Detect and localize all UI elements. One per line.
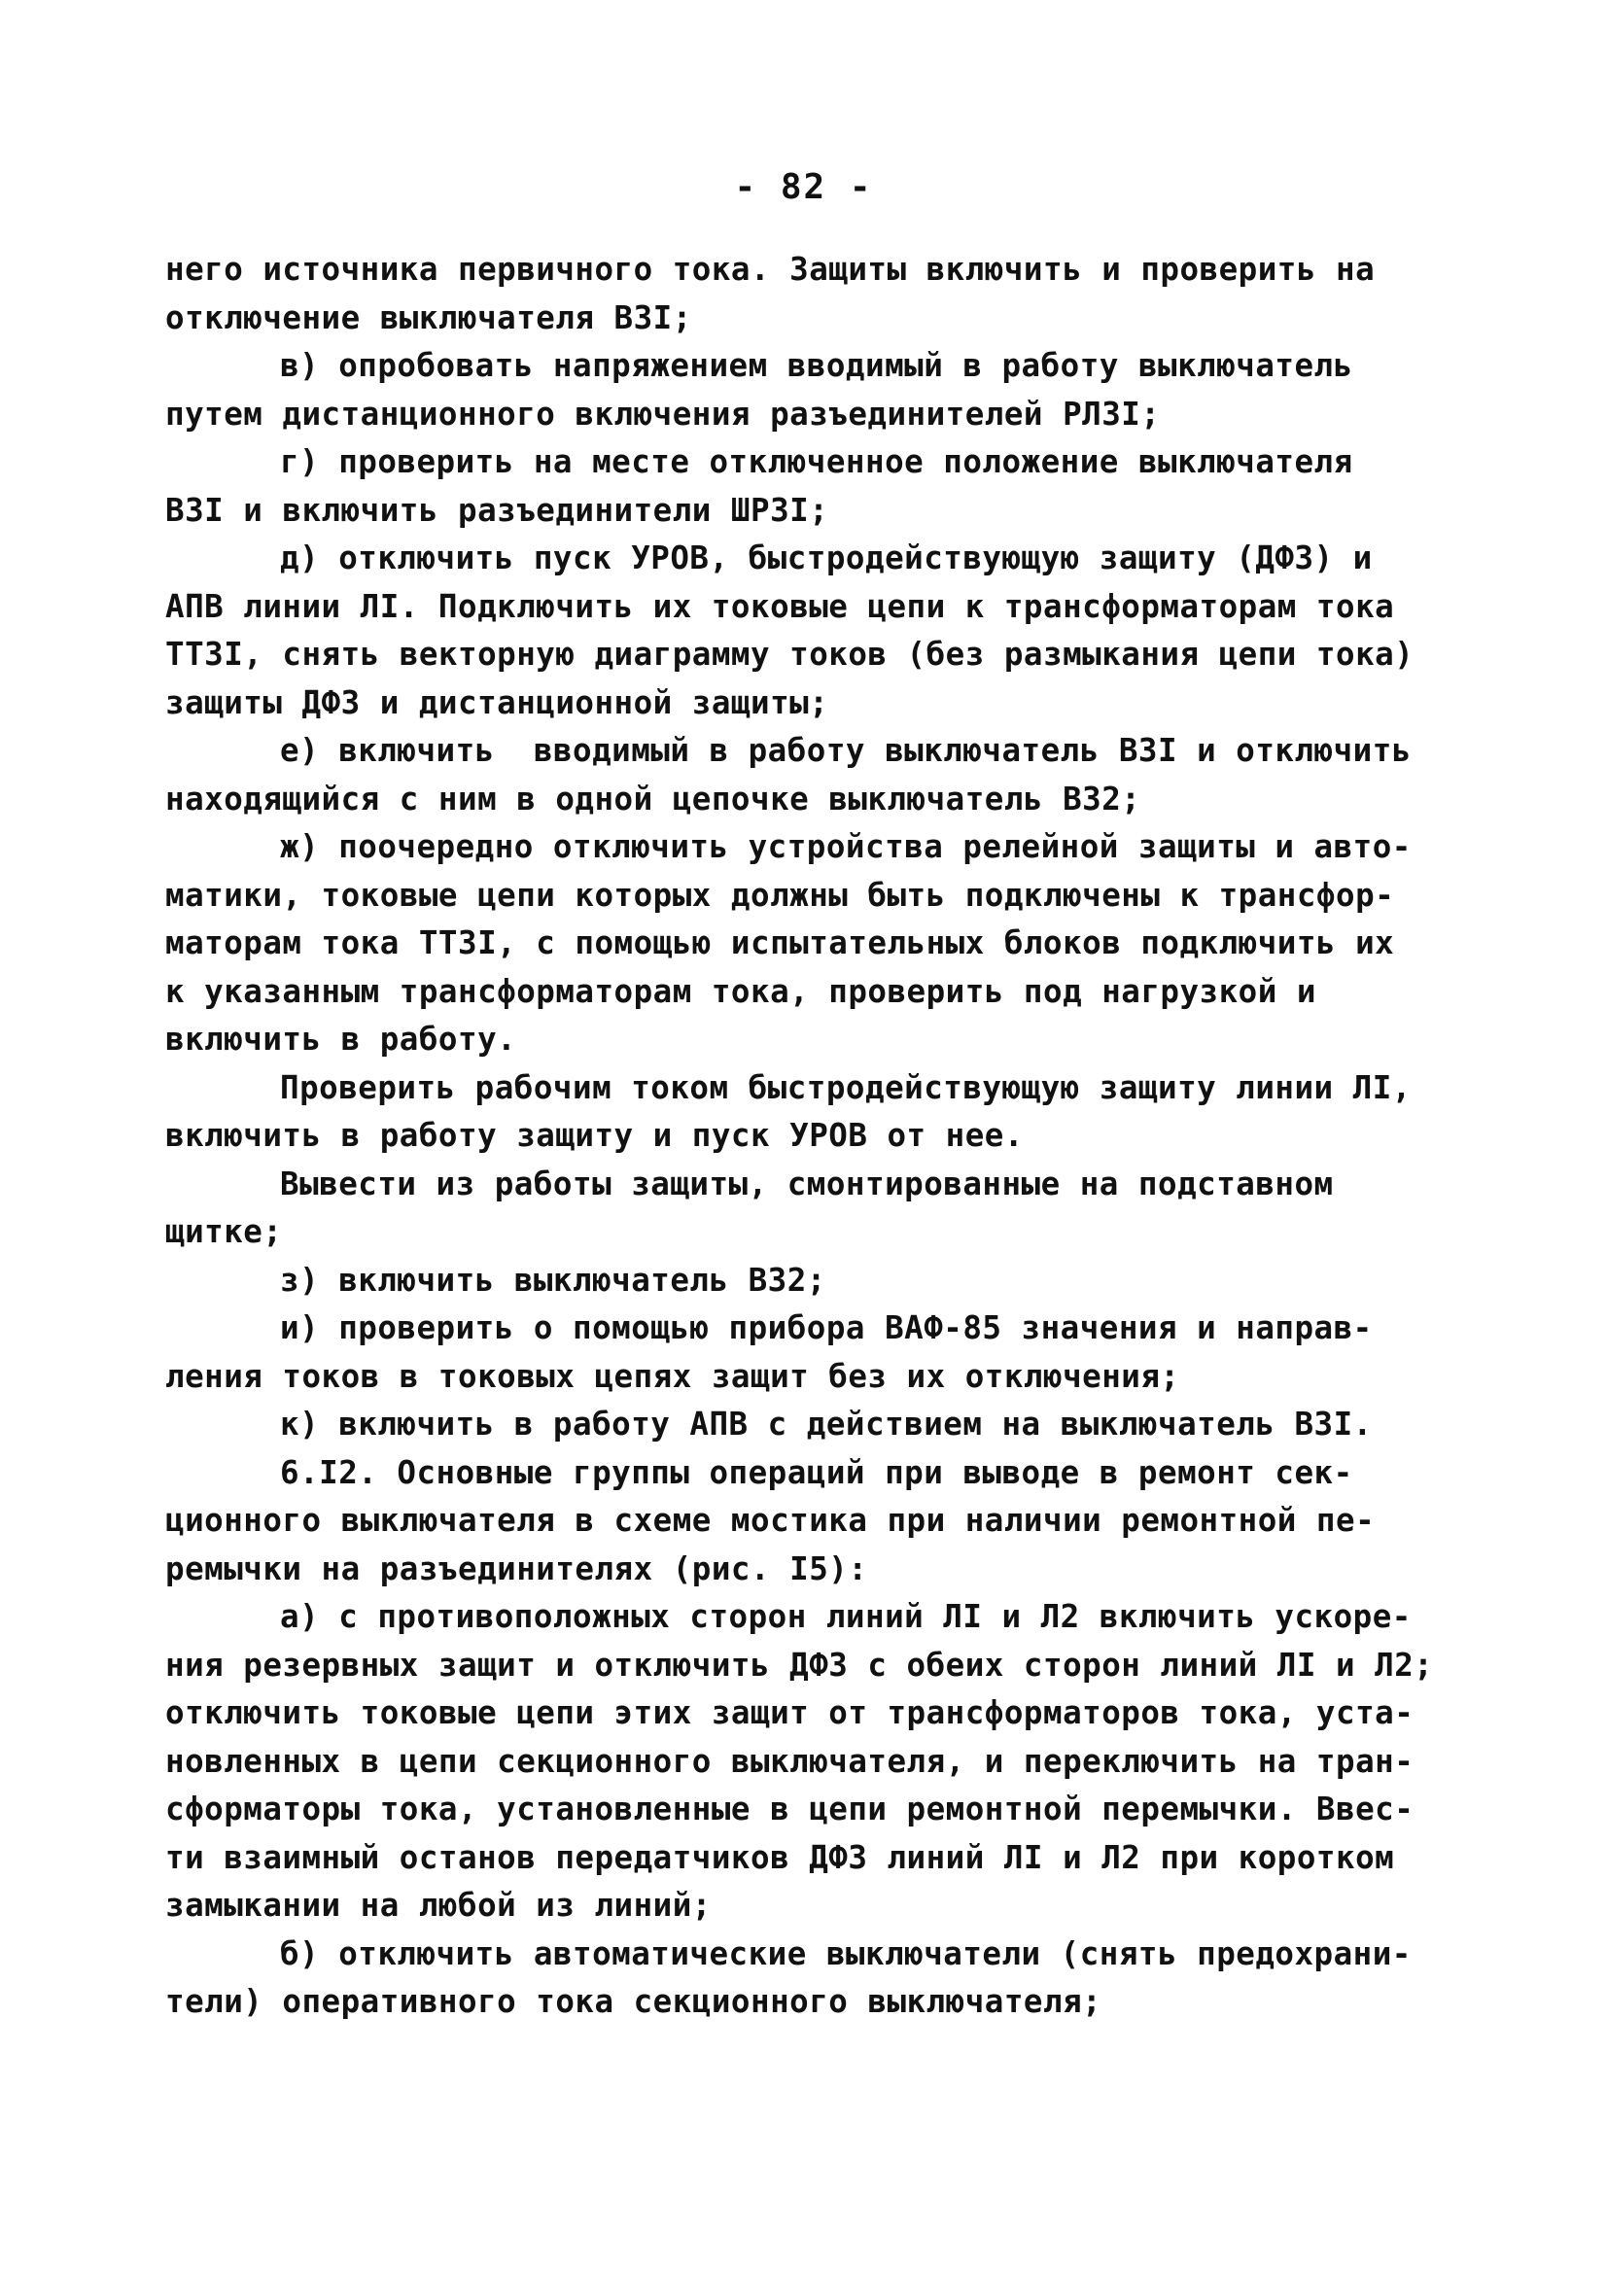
text-line: ционного выключателя в схеме мостика при наличии ремонтной пе- bbox=[165, 1502, 1376, 1539]
text-line: замыкании на любой из линий; bbox=[165, 1887, 712, 1924]
text-line: з) включить выключатель ВЗ2; bbox=[280, 1261, 826, 1299]
text-line: находящийся с ним в одной цепочке выключатель ВЗ2; bbox=[165, 780, 1141, 818]
text-line: Вывести из работы защиты, смонтированные на подставном bbox=[280, 1165, 1334, 1202]
text-line: маторам тока ТТЗI, с помощью испытательных блоков подключить их bbox=[165, 924, 1395, 961]
text-line: в) опробовать напряжением вводимый в работу выключатель bbox=[280, 347, 1353, 384]
body-text bbox=[165, 246, 1449, 2027]
text-line: Проверить рабочим током быстродействующую защиту линии ЛI, bbox=[280, 1068, 1412, 1106]
text-line: включить в работу. bbox=[165, 1021, 517, 1058]
text-line: путем дистанционного включения разъединителей РЛЗI; bbox=[165, 395, 1161, 433]
text-line: к) включить в работу АПВ с действием на выключатель ВЗI. bbox=[280, 1406, 1373, 1443]
text-line: ления токов в токовых цепях защит без их отключения; bbox=[165, 1357, 1180, 1395]
text-line: матики, токовые цепи которых должны быть подключены к трансфор- bbox=[165, 876, 1395, 914]
text-line: тели) оперативного тока секционного выключателя; bbox=[165, 1983, 1102, 2020]
text-line: и) проверить о помощью прибора ВАФ-85 значения и направ- bbox=[280, 1309, 1373, 1346]
text-line: ВЗI и включить разъединители ШРЗI; bbox=[165, 491, 829, 529]
text-line: отключение выключателя ВЗI; bbox=[165, 298, 692, 336]
text-line: отключить токовые цепи этих защит от трансформаторов тока, уста- bbox=[165, 1694, 1415, 1731]
text-line: сформаторы тока, установленные в цепи ремонтной перемычки. Ввес- bbox=[165, 1791, 1415, 1827]
text-line: новленных в цепи секционного выключателя, и переключить на тран- bbox=[165, 1742, 1415, 1780]
text-line: ТТЗI, снять векторную диаграмму токов (без размыкания цепи тока) bbox=[165, 636, 1415, 673]
page-number: - 82 - bbox=[734, 167, 873, 207]
text-line: а) с противоположных сторон линий ЛI и Л2 включить ускоре- bbox=[280, 1598, 1412, 1635]
text-line: г) проверить на месте отключенное положение выключателя bbox=[280, 443, 1353, 480]
text-line: ж) поочередно отключить устройства релейной защиты и авто- bbox=[280, 828, 1412, 865]
text-line: щитке; bbox=[165, 1213, 283, 1250]
text-line: 6.I2. Основные группы операций при выводе в ремонт сек- bbox=[280, 1453, 1353, 1491]
text-line: АПВ линии ЛI. Подключить их токовые цепи к трансформаторам тока bbox=[165, 587, 1395, 625]
text-line: ремычки на разъединителях (рис. I5): bbox=[165, 1549, 868, 1587]
text-line: б) отключить автоматические выключатели (снять предохрани- bbox=[280, 1934, 1412, 1972]
text-line: к указанным трансформаторам тока, проверить под нагрузкой и bbox=[165, 972, 1316, 1010]
text-line: е) включить вводимый в работу выключатель ВЗI и отключить bbox=[280, 732, 1412, 769]
text-line: защиты ДФЗ и дистанционной защиты; bbox=[165, 683, 829, 721]
text-line: д) отключить пуск УРОВ, быстродействующую защиту (ДФЗ) и bbox=[280, 539, 1373, 576]
text-line: ния резервных защит и отключить ДФЗ с обеих сторон линий ЛI и Л2; bbox=[165, 1646, 1434, 1684]
text-line: ти взаимный останов передатчиков ДФЗ линий ЛI и Л2 при коротком bbox=[165, 1838, 1395, 1876]
text-line: включить в работу защиту и пуск УРОВ от нее. bbox=[165, 1117, 1024, 1154]
text-line: него источника первичного тока. Защиты включить и проверить на bbox=[165, 251, 1376, 288]
